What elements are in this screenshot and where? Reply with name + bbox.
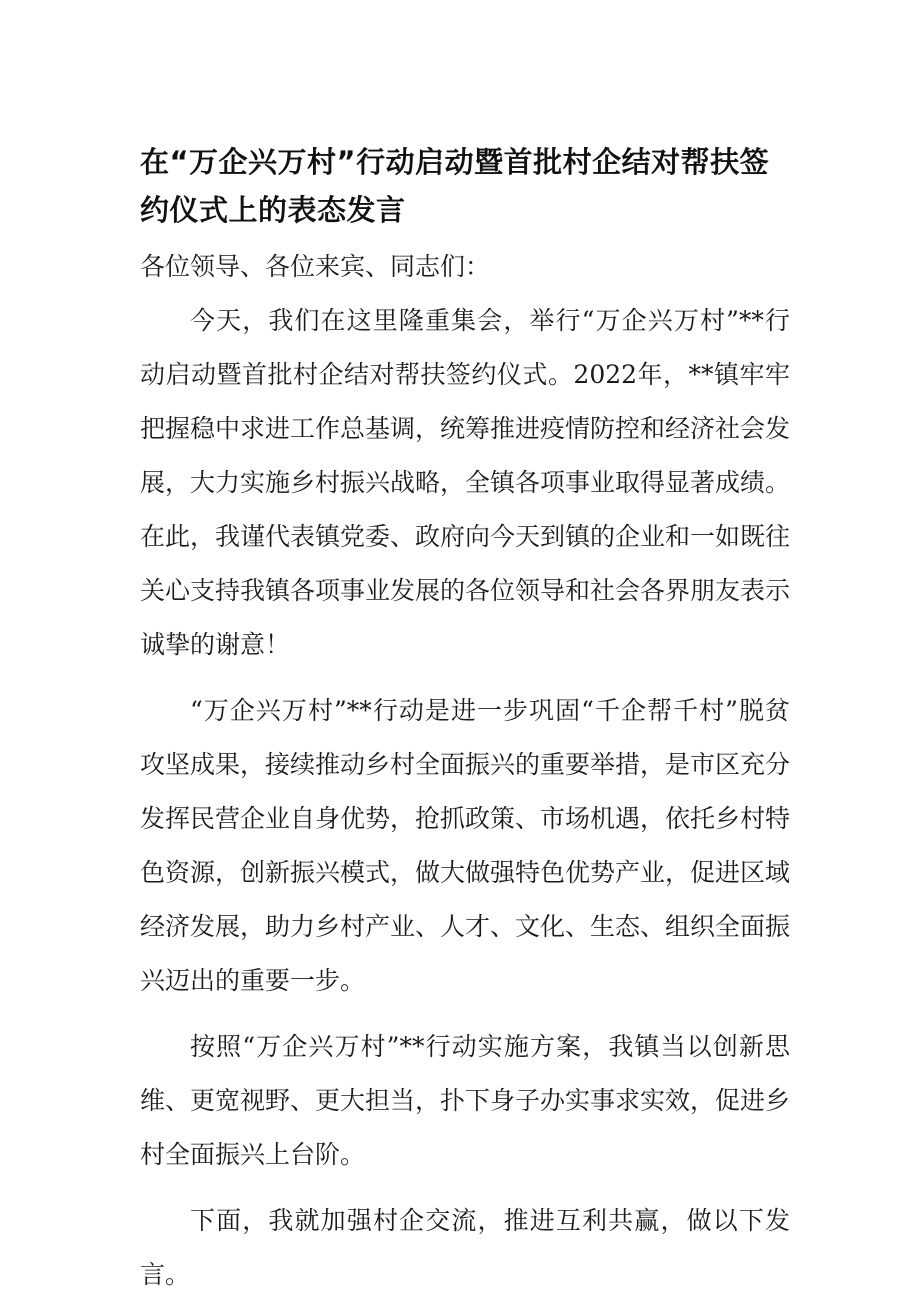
paragraph-opening: 今天，我们在这里隆重集会，举行“万企兴万村”**行动启动暨首批村企结对帮扶签约仪式。2022年，**镇牢牢把握稳中求进工作总基调，统筹推进疫情防控和经济社会发展，大力实施乡村振兴战略，全镇各项事业取得显著成绩。在此，我谨代表镇党委、政府向今天到镇的企业和一如既往关心支持我镇各项事业发展的各位领导和社会各界朋友表示诚挚的谢意！ [140,306,791,659]
paragraph-plan: 按照“万企兴万村”**行动实施方案，我镇当以创新思维、更宽视野、更大担当，扑下身子办实事求实效，促进乡村全面振兴上台阶。 [140,1032,791,1169]
greeting: 各位领导、各位来宾、同志们： [140,252,491,281]
document-title: 在“万企兴万村”行动启动暨首批村企结对帮扶签约仪式上的表态发言 [140,145,770,227]
paragraph-transition: 下面，我就加强村企交流，推进互利共赢，做以下发言。 [140,1206,790,1289]
document-body [140,240,790,1314]
paragraph-initiative: “万企兴万村”**行动是进一步巩固“千企帮千村”脱贫攻坚成果，接续推动乡村全面振兴的重要举措，是市区充分发挥民营企业自身优势，抢抓政策、市场机遇，依托乡村特色资源，创新振兴模式，做大做强特色优势产业，促进区域经济发展，助力乡村产业、人才、文化、生态、组织全面振兴迈出的重要一步。 [140,696,791,995]
